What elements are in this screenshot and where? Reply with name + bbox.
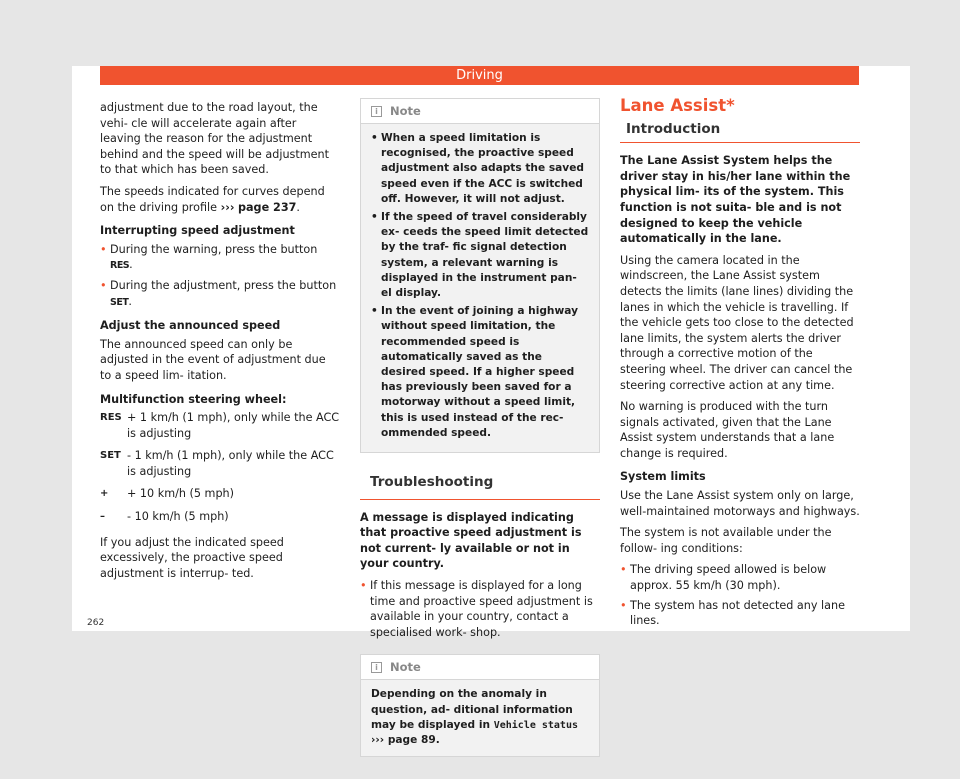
section-heading: Adjust the announced speed <box>100 319 281 333</box>
column-2 <box>360 98 600 779</box>
note-header: i Note <box>361 655 599 680</box>
bullet-icon: • <box>371 305 378 318</box>
section-heading: Interrupting speed adjustment <box>100 224 295 238</box>
display-message: Vehicle status <box>493 719 578 731</box>
res-key-icon: RES <box>100 412 122 424</box>
note-box <box>360 654 600 757</box>
list-item: • When a speed limitation is recognised, the proactive speed adjustment also adapts the saved speed even if the ACC is switched off. However, it will not adjust. <box>371 132 584 205</box>
bullet-icon: • <box>100 278 107 292</box>
list-item: • The driving speed allowed is below approx. 55 km/h (30 mph). <box>620 563 827 593</box>
page-header: Driving <box>100 66 859 85</box>
bullet-icon: • <box>100 242 107 256</box>
info-icon: i <box>371 106 382 117</box>
res-key-icon: RES <box>110 260 130 272</box>
list-item: + + 10 km/h (5 mph) <box>100 487 235 501</box>
note-body <box>361 124 599 452</box>
list-item: • The system has not detected any lane lines. <box>620 598 845 628</box>
paragraph: adjustment due to the road layout, the vehi- cle will accelerate again after leaving the reason for the adjustment behind and the speed will be adjustment to that which has been saved. <box>100 101 330 177</box>
paragraph: If you adjust the indicated speed excessively, the proactive speed adjustment is interrup- ted. <box>100 535 284 580</box>
section-heading: A message is displayed indicating that proactive speed adjustment is not current- ly available or not in your country. <box>360 510 582 571</box>
list-item: • During the adjustment, press the button SET. <box>100 278 337 308</box>
bullet-icon: • <box>371 132 378 144</box>
bullet-icon: • <box>360 579 367 593</box>
note-header: i Note <box>361 99 599 124</box>
plus-key-icon: + <box>100 488 109 500</box>
paragraph: The speeds indicated for curves depend on the driving profile ››› page 237. <box>100 184 325 214</box>
list-item: • If the speed of travel considerably ex- ceeds the speed limit detected by the traf- fic signal detection system, a relevant warning is displayed in the instrument pan- el display. <box>371 211 589 300</box>
bullet-icon: • <box>620 563 627 577</box>
paragraph: The announced speed can only be adjusted in the event of adjustment due to a speed lim- itation. <box>100 337 326 382</box>
note-box <box>360 98 600 453</box>
minus-key-icon: – <box>100 511 105 523</box>
list-item: RES + 1 km/h (1 mph), only while the ACC is adjusting <box>100 411 340 440</box>
info-icon: i <box>371 662 382 673</box>
list-item: – - 10 km/h (5 mph) <box>100 510 229 524</box>
section-heading: Multifunction steering wheel: <box>100 392 287 406</box>
column-1 <box>100 100 340 587</box>
paragraph: Using the camera located in the windscreen, the Lane Assist system detects the limits (lane lines) dividing the lanes in which the vehicle is travelling. If the vehicle gets too close to the detected lane limits, the system alerts the driver through a corrective motion of the steering wheel. The driver can cancel the steering corrective action at any time. <box>620 253 854 392</box>
note-body: Depending on the anomaly in question, ad- ditional information may be displayed in Vehicle status ››› page 89. <box>371 688 578 747</box>
chapter-title: Lane Assist* <box>620 96 735 115</box>
paragraph: Use the Lane Assist system only on large, well-maintained motorways and highways. <box>620 489 860 518</box>
column-3 <box>620 98 860 633</box>
bullet-icon: • <box>620 598 627 612</box>
list-item: • During the warning, press the button RES. <box>100 242 318 272</box>
lead-paragraph: The Lane Assist System helps the driver stay in his/her lane within the physical lim- its of the system. This function is not suita- ble and is not designed to keep the vehicle automatically in the lane. <box>620 154 851 246</box>
cross-ref-arrow: ››› <box>371 734 385 747</box>
page-link[interactable]: page 237 <box>238 200 297 214</box>
paragraph: No warning is produced with the turn signals activated, given that the Lane Assist system understands that a lane change is required. <box>620 400 835 460</box>
section-title: Introduction <box>620 122 860 144</box>
bullet-icon: • <box>371 211 378 224</box>
list-item: • If this message is displayed for a long time and proactive speed adjustment is available in your country, contact a specialised work- shop. <box>360 579 593 639</box>
page-link[interactable]: page 89 <box>387 734 436 747</box>
paragraph: The system is not available under the follow- ing conditions: <box>620 526 832 555</box>
cross-ref-arrow: ››› <box>220 200 235 214</box>
page-number: 262 <box>87 618 105 628</box>
section-title: Troubleshooting <box>360 475 600 500</box>
section-heading: System limits <box>620 470 706 484</box>
list-item: • In the event of joining a highway without speed limitation, the recommended speed is automatically saved as the desired speed. If a higher speed has previously been saved for a motorway without a speed limit, this is used instead of the rec- ommended speed. <box>371 305 578 439</box>
set-key-icon: SET <box>110 296 129 308</box>
list-item: SET - 1 km/h (1 mph), only while the ACC is adjusting <box>100 449 334 478</box>
set-key-icon: SET <box>100 450 121 462</box>
